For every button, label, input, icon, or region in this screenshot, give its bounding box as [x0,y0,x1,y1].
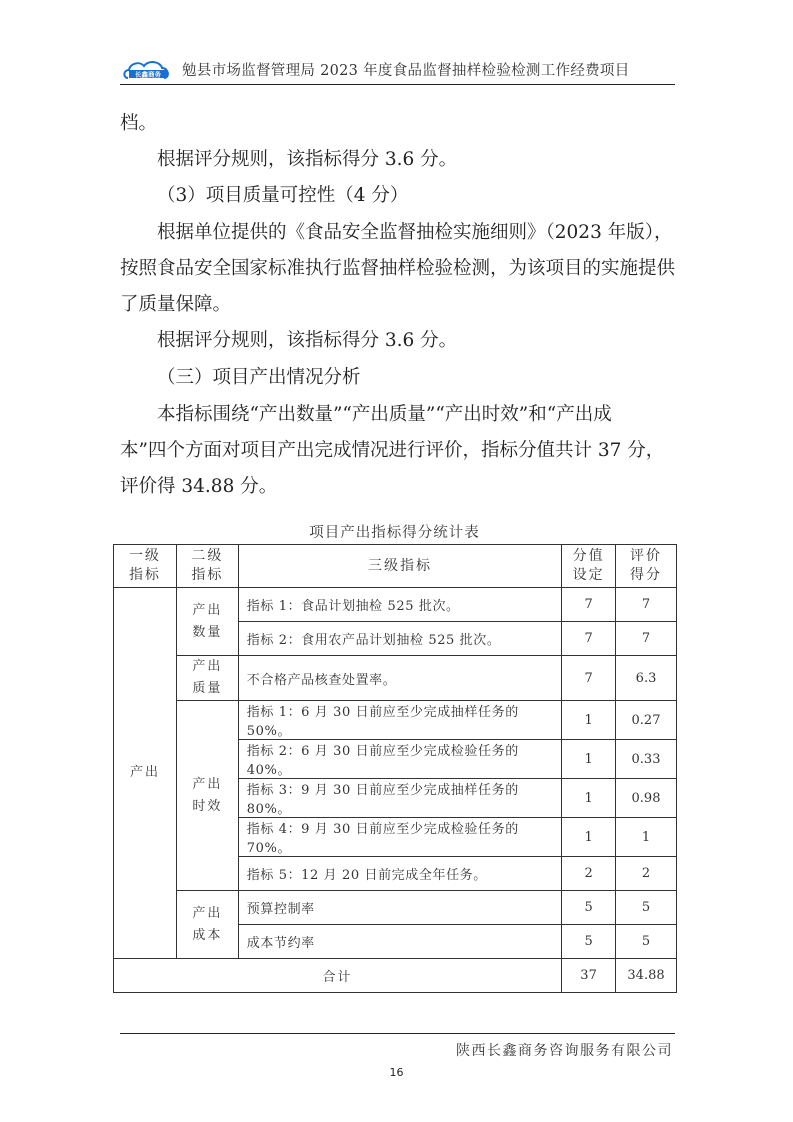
indicator-desc: 指标 2：食用农产品计划抽检 525 批次。 [238,622,561,656]
header-level3: 三级指标 [238,545,561,588]
svg-text:长鑫商务: 长鑫商务 [135,70,161,79]
paragraph: 本指标围绕“产出数量”“产出质量”“产出时效”和“产出成 [157,404,612,425]
score-set: 1 [562,701,616,740]
score-eval: 1 [616,818,677,857]
score-set: 2 [562,857,616,891]
score-set: 1 [562,818,616,857]
page-header [120,56,675,85]
header-score-eval: 评价 得分 [616,545,677,588]
footer-company: 陕西长鑫商务咨询服务有限公司 [456,1043,673,1059]
paragraph: 评价得 34.88 分。 [120,476,278,497]
paragraph: 按照食品安全国家标准执行监督抽样检验检测，为该项目的实施提供 [120,258,676,279]
paragraph: 了质量保障。 [120,294,232,315]
total-label: 合计 [114,959,562,993]
table-header-row [114,545,677,588]
indicator-desc: 指标 3：9 月 30 日前应至少完成抽样任务的 80%。 [238,779,561,818]
score-eval: 7 [616,588,677,622]
score-eval: 5 [616,891,677,925]
score-set: 1 [562,740,616,779]
indicator-desc: 指标 2：6 月 30 日前应至少完成检验任务的 40%。 [238,740,561,779]
score-set: 5 [562,925,616,959]
indicator-desc: 预算控制率 [238,891,561,925]
table-row [114,588,677,622]
page-number: 16 [389,1066,404,1079]
level2-cell: 产出 时效 [176,701,238,891]
table-caption: 项目产出指标得分统计表 [309,525,480,541]
indicator-desc: 成本节约率 [238,925,561,959]
indicator-desc: 指标 4：9 月 30 日前应至少完成检验任务的 70%。 [238,818,561,857]
header-level2: 二级 指标 [176,545,238,588]
paragraph: 档。 [120,113,158,134]
header-level1: 一级 指标 [114,545,177,588]
score-set: 5 [562,891,616,925]
score-eval: 6.3 [616,656,677,701]
score-eval: 7 [616,622,677,656]
total-score-set: 37 [562,959,616,993]
indicator-desc: 指标 1：食品计划抽检 525 批次。 [238,588,561,622]
section-heading: （3）项目质量可控性（4 分） [157,185,409,206]
indicator-desc: 不合格产品核查处置率。 [238,656,561,701]
score-eval: 2 [616,857,677,891]
level1-cell: 产出 [114,588,177,959]
level2-cell: 产出 成本 [176,891,238,959]
score-set: 7 [562,588,616,622]
total-score-eval: 34.88 [616,959,677,993]
header-score-set: 分值 设定 [562,545,616,588]
score-eval: 0.27 [616,701,677,740]
paragraph: 根据单位提供的《食品安全监督抽检实施细则》（2023 年版）， [157,222,673,243]
score-eval: 0.33 [616,740,677,779]
score-set: 7 [562,656,616,701]
paragraph: 根据评分规则，该指标得分 3.6 分。 [157,149,458,170]
header-title: 勉县市场监督管理局 2023 年度食品监督抽样检验检测工作经费项目 [182,63,630,79]
indicator-desc: 指标 5：12 月 20 日前完成全年任务。 [238,857,561,891]
score-set: 1 [562,779,616,818]
table-row [114,656,677,701]
footer-divider [120,1033,675,1034]
section-heading: （三）项目产出情况分析 [157,367,361,388]
level2-cell: 产出 数量 [176,588,238,656]
paragraph: 本”四个方面对项目产出完成情况进行评价，指标分值共计 37 分， [120,440,665,461]
table-row [114,701,677,740]
output-score-table [113,544,677,993]
score-eval: 5 [616,925,677,959]
company-logo [122,58,172,80]
paragraph: 根据评分规则，该指标得分 3.6 分。 [157,330,458,351]
score-eval: 0.98 [616,779,677,818]
indicator-desc: 指标 1：6 月 30 日前应至少完成抽样任务的 50%。 [238,701,561,740]
score-set: 7 [562,622,616,656]
table-total-row [114,959,677,993]
table-row [114,891,677,925]
level2-cell: 产出 质量 [176,656,238,701]
